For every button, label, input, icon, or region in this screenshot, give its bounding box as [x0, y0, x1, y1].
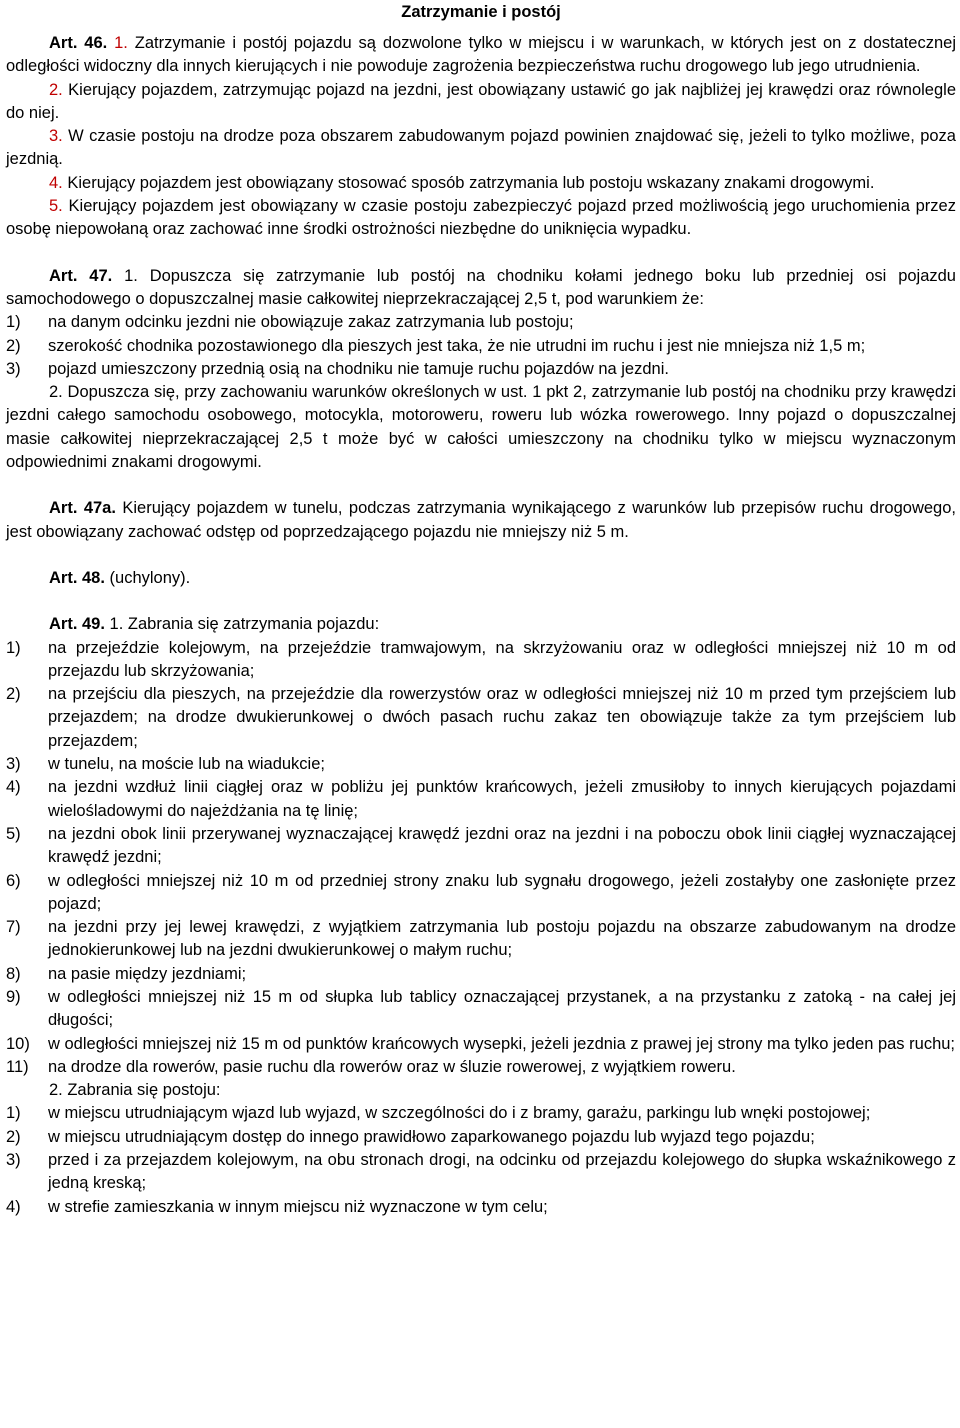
paragraph-text: Kierujący pojazdem w tunelu, podczas zatrzymania wynikającego z warunków lub przepisów ruchu drogowego, jest obowiązany zachować odstęp od poprzedzającego pojazdu nie mniejszy niż 5 m. [6, 499, 956, 541]
list-item-number: 6) [6, 871, 21, 890]
paragraph-text: Dopuszcza się zatrzymanie lub postój na chodniku kołami jednego boku lub przedniej osi pojazdu samochodowego o dopuszczalnej masie całkowitej nieprzekraczającej 2,5 t, pod warunkiem że: [6, 266, 956, 308]
list-item-text: na jezdni przy jej lewej krawędzi, z wyjątkiem zatrzymania lub postoju pojazdu na obszarze zabudowanym na drodze jednokierunkowej lub na jezdni dwukierunkowej o małym ruchu; [48, 918, 956, 960]
art47a-paragraph [6, 497, 956, 544]
art46-paragraph-1 [6, 32, 956, 79]
list-item-text: na pasie między jezdniami; [48, 964, 247, 983]
paragraph-text: Kierujący pojazdem, zatrzymując pojazd na jezdni, jest obowiązany ustawić go jak najbliżej jej krawędzi oraz równolegle do niej. [6, 80, 956, 122]
list-item-text: w odległości mniejszej niż 15 m od punktów krańcowych wysepki, jeżeli jezdnia z prawej jej strony ma tylko jeden pas ruchu; [48, 1034, 956, 1053]
list-item [6, 776, 956, 823]
list-item-text: na jezdni wzdłuż linii ciągłej oraz w pobliżu jej punktów krańcowych, jeżeli zmusiłoby to innych kierujących pojazdami wielośladowymi do najeżdżania na tę linię; [48, 778, 956, 820]
list-item [6, 1033, 956, 1056]
article-47a [6, 497, 956, 544]
paragraph-number: 4. [49, 173, 63, 192]
list-item-number: 3) [6, 1151, 21, 1170]
paragraph-number: 1. [109, 615, 124, 634]
paragraph-number: 1. [114, 34, 128, 52]
list-item-number: 5) [6, 824, 21, 843]
paragraph-text: W czasie postoju na drodze poza obszarem zabudowanym pojazd powinien znajdować się, jeżeli to tylko możliwe, poza jezdnią. [6, 127, 956, 169]
list-item [6, 963, 956, 986]
list-item [6, 870, 956, 917]
list-item-number: 11) [6, 1057, 29, 1076]
spacer [6, 590, 956, 613]
art49-paragraph-1 [6, 613, 956, 636]
article-49 [6, 613, 956, 1219]
list-item-number: 3) [6, 359, 21, 378]
art46-paragraph-4 [6, 172, 956, 195]
art49-paragraph-2: 2. Zabrania się postoju: [49, 1081, 221, 1100]
list-item [6, 1056, 956, 1079]
spacer [6, 544, 956, 567]
list-item-text: w miejscu utrudniającym dostęp do innego prawidłowo zaparkowanego pojazdu lub wyjazd tego pojazdu; [48, 1127, 815, 1146]
list-item [6, 1196, 956, 1219]
list-item-text: w strefie zamieszkania w innym miejscu niż wyznaczone w tym celu; [48, 1197, 548, 1216]
art49-list-1 [6, 637, 956, 1080]
art46-paragraph-3 [6, 125, 956, 172]
list-item [6, 916, 956, 963]
article-number: Art. 48. [49, 568, 105, 587]
list-item-text: na danym odcinku jezdni nie obowiązuje zakaz zatrzymania lub postoju; [48, 313, 574, 332]
list-item-number: 2) [6, 1127, 21, 1146]
list-item-text: szerokość chodnika pozostawionego dla pieszych jest taka, że nie utrudni im ruchu i jest nie mniejsza niż 1,5 m; [48, 336, 866, 355]
spacer [6, 474, 956, 497]
paragraph-number: 2. [49, 80, 63, 99]
list-item [6, 823, 956, 870]
list-item-number: 8) [6, 964, 21, 983]
art47-paragraph-2: 2. Dopuszcza się, przy zachowaniu warunków określonych w ust. 1 pkt 2, zatrzymanie lub postój na chodniku przy krawędzi jezdni całego samochodu osobowego, motocykla, motoroweru, roweru lub wózka rowerowego. Inny pojazd o dopuszczalnej masie całkowitej nieprzekraczającej 2,5 t może być w całości umieszczony na chodniku tylko w miejscu wyznaczonym odpowiednimi znakami drogowymi. [6, 383, 956, 472]
paragraph-text: (uchylony). [109, 568, 191, 587]
article-47 [6, 265, 956, 475]
list-item-text: na drodze dla rowerów, pasie ruchu dla rowerów oraz w śluzie rowerowej, z wyjątkiem roweru. [48, 1057, 736, 1076]
article-number: Art. 49. [49, 615, 105, 634]
paragraph-text: Zatrzymanie i postój pojazdu są dozwolone tylko w miejscu i w warunkach, w których jest on z dostatecznej odległości widoczny dla innych kierujących i nie powoduje zagrożenia bezpieczeństwa ruchu drogowego lub jego utrudnienia. [6, 34, 957, 76]
list-item-number: 2) [6, 685, 21, 704]
list-item-text: na przejściu dla pieszych, na przejeździe dla rowerzystów oraz w odległości mniejszej niż 10 m przed tym przejściem lub przejazdem; na drodze dwukierunkowej o dwóch pasach ruchu zakaz ten obowiązuje także za tym przejściem lub przejazdem; [48, 685, 956, 750]
list-item-number: 4) [6, 1197, 21, 1216]
paragraph-text: Kierujący pojazdem jest obowiązany stosować sposób zatrzymania lub postoju wskazany znakami drogowymi. [67, 173, 875, 192]
article-48 [6, 567, 956, 590]
list-item-number: 9) [6, 987, 21, 1006]
list-item-number: 1) [6, 313, 21, 332]
paragraph-text: Kierujący pojazdem jest obowiązany w czasie postoju zabezpieczyć pojazd przed możliwością jego uruchomienia przez osobę niepowołaną oraz zachować inne środki ostrożności niezbędne do uniknięcia wypadku. [6, 197, 956, 239]
art48-paragraph [6, 567, 956, 590]
paragraph-text: Zabrania się zatrzymania pojazdu: [127, 615, 380, 634]
list-item-number: 10) [6, 1034, 30, 1053]
paragraph-number: 5. [49, 197, 63, 216]
list-item-number: 3) [6, 755, 21, 774]
article-number: Art. 47. [49, 266, 113, 285]
list-item-number: 4) [6, 778, 21, 797]
list-item [6, 1126, 956, 1149]
list-item-number: 1) [6, 1104, 21, 1123]
list-item-text: w tunelu, na moście lub na wiadukcie; [48, 755, 325, 774]
article-number: Art. 46. [49, 34, 108, 52]
page-title: Zatrzymanie i postój [401, 3, 561, 21]
list-item [6, 986, 956, 1033]
art46-paragraph-2 [6, 79, 956, 126]
list-item [6, 683, 956, 753]
list-item [6, 1102, 956, 1125]
paragraph-number: 3. [49, 127, 63, 146]
art46-paragraph-5 [6, 195, 956, 242]
art49-list-2 [6, 1102, 956, 1218]
list-item-number: 7) [6, 918, 21, 937]
list-item [6, 335, 956, 358]
list-item-number: 1) [6, 638, 21, 657]
list-item-text: przed i za przejazdem kolejowym, na obu stronach drogi, na odcinku od przejazdu kolejowego do słupka wskaźnikowego z jedną kreską; [48, 1151, 956, 1193]
list-item-text: w odległości mniejszej niż 15 m od słupka lub tablicy oznaczającej przystanek, a na przystanku z zatoką - na całej jej długości; [48, 987, 956, 1030]
list-item [6, 311, 956, 334]
list-item [6, 358, 956, 381]
list-item-text: pojazd umieszczony przednią osią na chodniku nie tamuje ruchu pojazdów na jezdni. [48, 359, 669, 378]
list-item-text: na przejeździe kolejowym, na przejeździe tramwajowym, na skrzyżowaniu oraz w odległości mniejszej niż 10 m od przejazdu lub skrzyżowania; [48, 638, 956, 680]
spacer [6, 242, 956, 265]
list-item [6, 637, 956, 684]
art47-paragraph-1 [6, 265, 956, 312]
list-item-text: w odległości mniejszej niż 10 m od przedniej strony znaku lub sygnału drogowego, jeżeli zostałyby one zasłonięte przez pojazd; [48, 871, 956, 913]
article-46 [6, 32, 956, 242]
paragraph-number: 1. [124, 266, 138, 285]
list-item [6, 753, 956, 776]
article-number: Art. 47a. [49, 499, 116, 518]
list-item-text: w miejscu utrudniającym wjazd lub wyjazd, w szczególności do i z bramy, garażu, parkingu lub wnęki postojowej; [48, 1104, 871, 1123]
list-item-number: 2) [6, 336, 21, 355]
list-item [6, 1149, 956, 1196]
list-item-text: na jezdni obok linii przerywanej wyznaczającej krawędź jezdni oraz na jezdni i na poboczu obok linii ciągłej wyznaczającej krawędź jezdni; [48, 824, 956, 867]
